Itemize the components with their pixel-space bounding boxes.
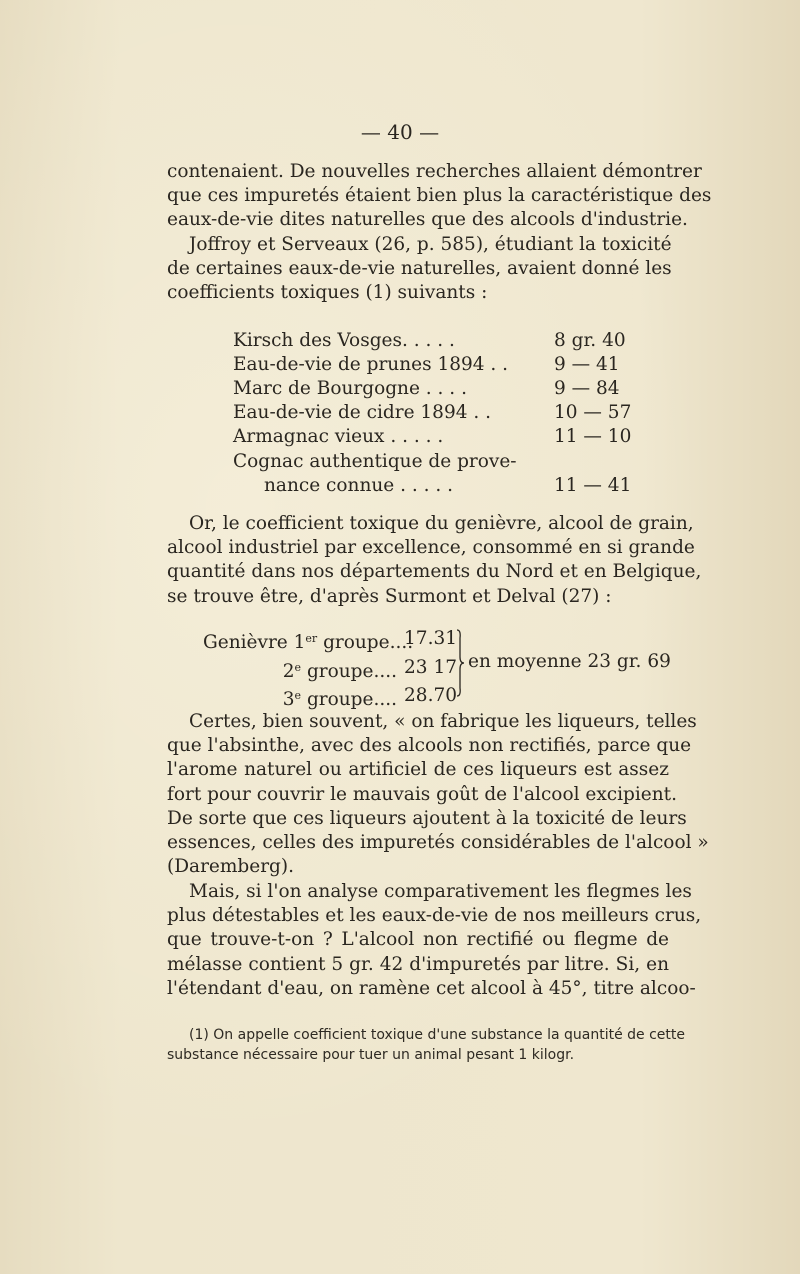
text-line: que l'absinthe, avec des alcools non rectifiés, parce que — [167, 735, 692, 757]
list-item-name: Eau-de-vie de prunes 1894 . . — [233, 353, 509, 375]
genievre-label: 3e groupe.... — [282, 689, 397, 710]
genievre-table — [203, 627, 463, 713]
list-item-name: Kirsch des Vosges. . . . . — [233, 329, 455, 351]
text-line: eaux-de-vie dites naturelles que des alcools d'industrie. — [167, 209, 688, 231]
text-line: fort pour couvrir le mauvais goût de l'alcool excipient. — [167, 783, 677, 805]
list-item — [233, 352, 631, 376]
text-line: alcool industriel par excellence, consommé en si grande — [167, 537, 695, 559]
text-line: Certes, bien souvent, « on fabrique les liqueurs, telles — [189, 711, 697, 732]
list-item-value: 11 — 41 — [554, 474, 632, 496]
text-line: plus détestables et les eaux-de-vie de nos meilleurs crus, — [167, 905, 702, 927]
list-item-value — [554, 449, 631, 473]
list-item — [233, 401, 631, 425]
genievre-label: Genièvre 1er groupe.... — [203, 632, 414, 653]
list-item — [233, 376, 631, 400]
genievre-value: 23 17 — [404, 656, 457, 678]
text-line: De sorte que ces liqueurs ajoutent à la toxicité de leurs — [167, 807, 687, 829]
genievre-row — [203, 684, 463, 713]
list-item-value: 9 — 41 — [554, 353, 620, 375]
text-line: contenaient. De nouvelles recherches allaient démontrer — [167, 161, 702, 182]
curly-brace-icon — [455, 628, 465, 698]
list-item — [233, 449, 631, 473]
paragraph-1 — [167, 160, 712, 305]
list-item-name: Cognac authentique de prove- — [233, 450, 517, 472]
list-item-value: 9 — 84 — [554, 377, 620, 399]
text-line: de certaines eaux-de-vie naturelles, avaient donné les — [167, 257, 672, 279]
text-line: mélasse contient 5 gr. 42 d'impuretés par litre. Si, en — [167, 953, 669, 975]
list-item-value: 10 — 57 — [554, 402, 632, 424]
genievre-average: en moyenne 23 gr. 69 — [468, 651, 671, 672]
paragraph-4 — [167, 880, 702, 1001]
list-item-value: 11 — 10 — [554, 426, 632, 448]
text-line: que ces impuretés étaient bien plus la caractéristique des — [167, 185, 712, 207]
text-line: se trouve être, d'après Surmont et Delval (27) : — [167, 585, 612, 607]
list-item-name: Marc de Bourgogne . . . . — [233, 377, 467, 399]
footnote-line: (1) On appelle coefficient toxique d'une substance la quantité de cette — [189, 1027, 685, 1043]
page-number: — 40 — — [360, 120, 440, 144]
toxicity-list — [233, 328, 631, 497]
genievre-value: 28.70 — [404, 685, 457, 706]
text-line: Joffroy et Serveaux (26, p. 585), étudiant la toxicité — [189, 233, 672, 255]
list-item-name: nance connue . . . . . — [264, 474, 454, 496]
paragraph-3 — [167, 710, 709, 879]
genievre-label: 2e groupe.... — [282, 660, 397, 682]
text-line: essences, celles des impuretés considérables de l'alcool » — [167, 832, 709, 854]
text-line: Or, le coefficient toxique du genièvre, alcool de grain, — [189, 513, 694, 534]
list-item — [233, 425, 631, 449]
text-line: coefficients toxiques (1) suivants : — [167, 282, 488, 304]
genievre-row — [203, 656, 463, 685]
list-item-name: Eau-de-vie de cidre 1894 . . — [233, 402, 492, 424]
genievre-value: 17.31 — [404, 628, 457, 649]
text-line: Mais, si l'on analyse comparativement les flegmes les — [189, 881, 692, 902]
list-item-value: 8 gr. 40 — [554, 329, 626, 351]
text-line: l'étendant d'eau, on ramène cet alcool à 45°, titre alcoo- — [167, 977, 696, 999]
text-line: quantité dans nos départements du Nord et en Belgique, — [167, 561, 702, 583]
text-line: que trouve-t-on ? L'alcool non rectifié ou flegme de — [167, 929, 669, 951]
genievre-row — [203, 627, 463, 656]
paragraph-2 — [167, 512, 702, 609]
list-item — [233, 473, 631, 497]
footnote-line: substance nécessaire pour tuer un animal pesant 1 kilogr. — [167, 1047, 575, 1063]
text-line: l'arome naturel ou artificiel de ces liqueurs est assez — [167, 759, 669, 781]
footnote — [167, 1025, 685, 1065]
list-item — [233, 328, 631, 352]
list-item-name: Armagnac vieux . . . . . — [233, 426, 444, 448]
text-line: (Daremberg). — [167, 856, 294, 878]
